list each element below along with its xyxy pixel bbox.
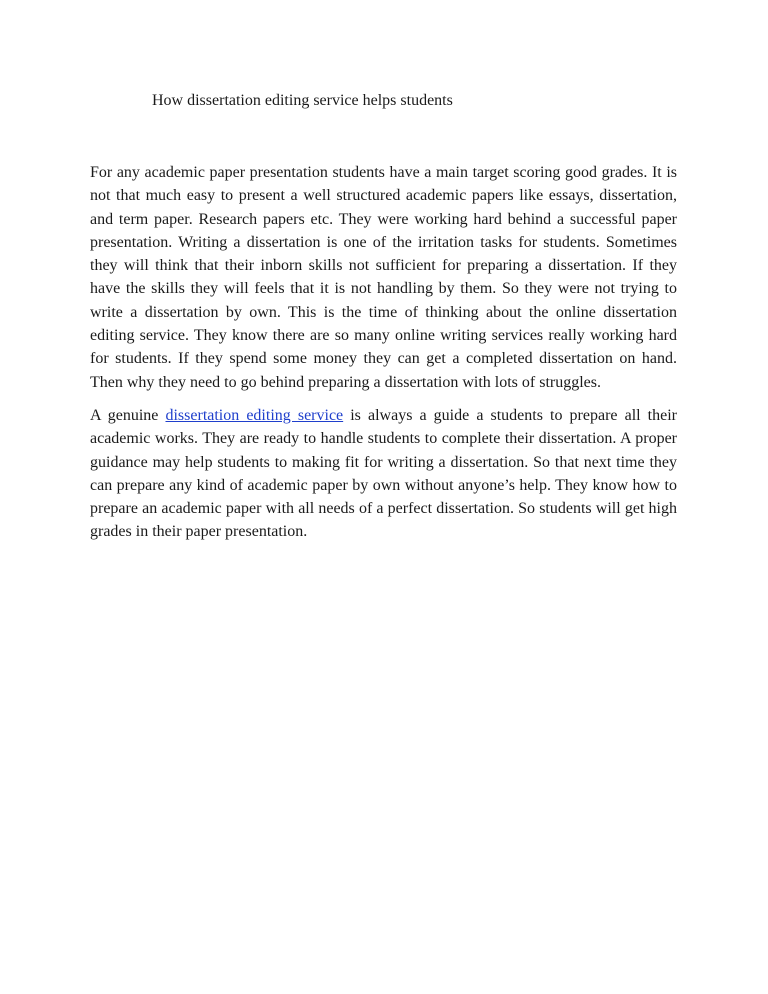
document-body: [90, 161, 677, 544]
paragraph-2: [90, 404, 677, 544]
paragraph-1: For any academic paper presentation students have a main target scoring good grades. It is not that much easy to present a well structured academic papers like essays, dissertation, and term paper. Research papers etc. They were working hard behind a successful paper presentation. Writing a dissertation is one of the irritation tasks for students. Sometimes they will think that their inborn skills not sufficient for preparing a dissertation. If they have the skills they will feels that it is not handling by them. So they were not trying to write a dissertation by own. This is the time of thinking about the online dissertation editing service. They know there are so many online writing services really working hard for students. If they spend some money they can get a completed dissertation on hand. Then why they need to go behind preparing a dissertation with lots of struggles.: [90, 164, 677, 391]
document-title: How dissertation editing service helps students: [152, 92, 453, 109]
dissertation-editing-service-link[interactable]: dissertation editing service: [165, 406, 344, 424]
paragraph-2-intro: A genuine: [90, 406, 166, 424]
paragraph-2-rest: is always a guide a students to prepare all their academic works. They are ready to handle students to complete their dissertation. A proper guidance may help students to making fit for writing a dissertation. So that next time they can prepare any kind of academic paper by own without anyone’s help. They know how to prepare an academic paper with all needs of a perfect dissertation. So students will get high grades in their paper presentation.: [90, 406, 677, 541]
